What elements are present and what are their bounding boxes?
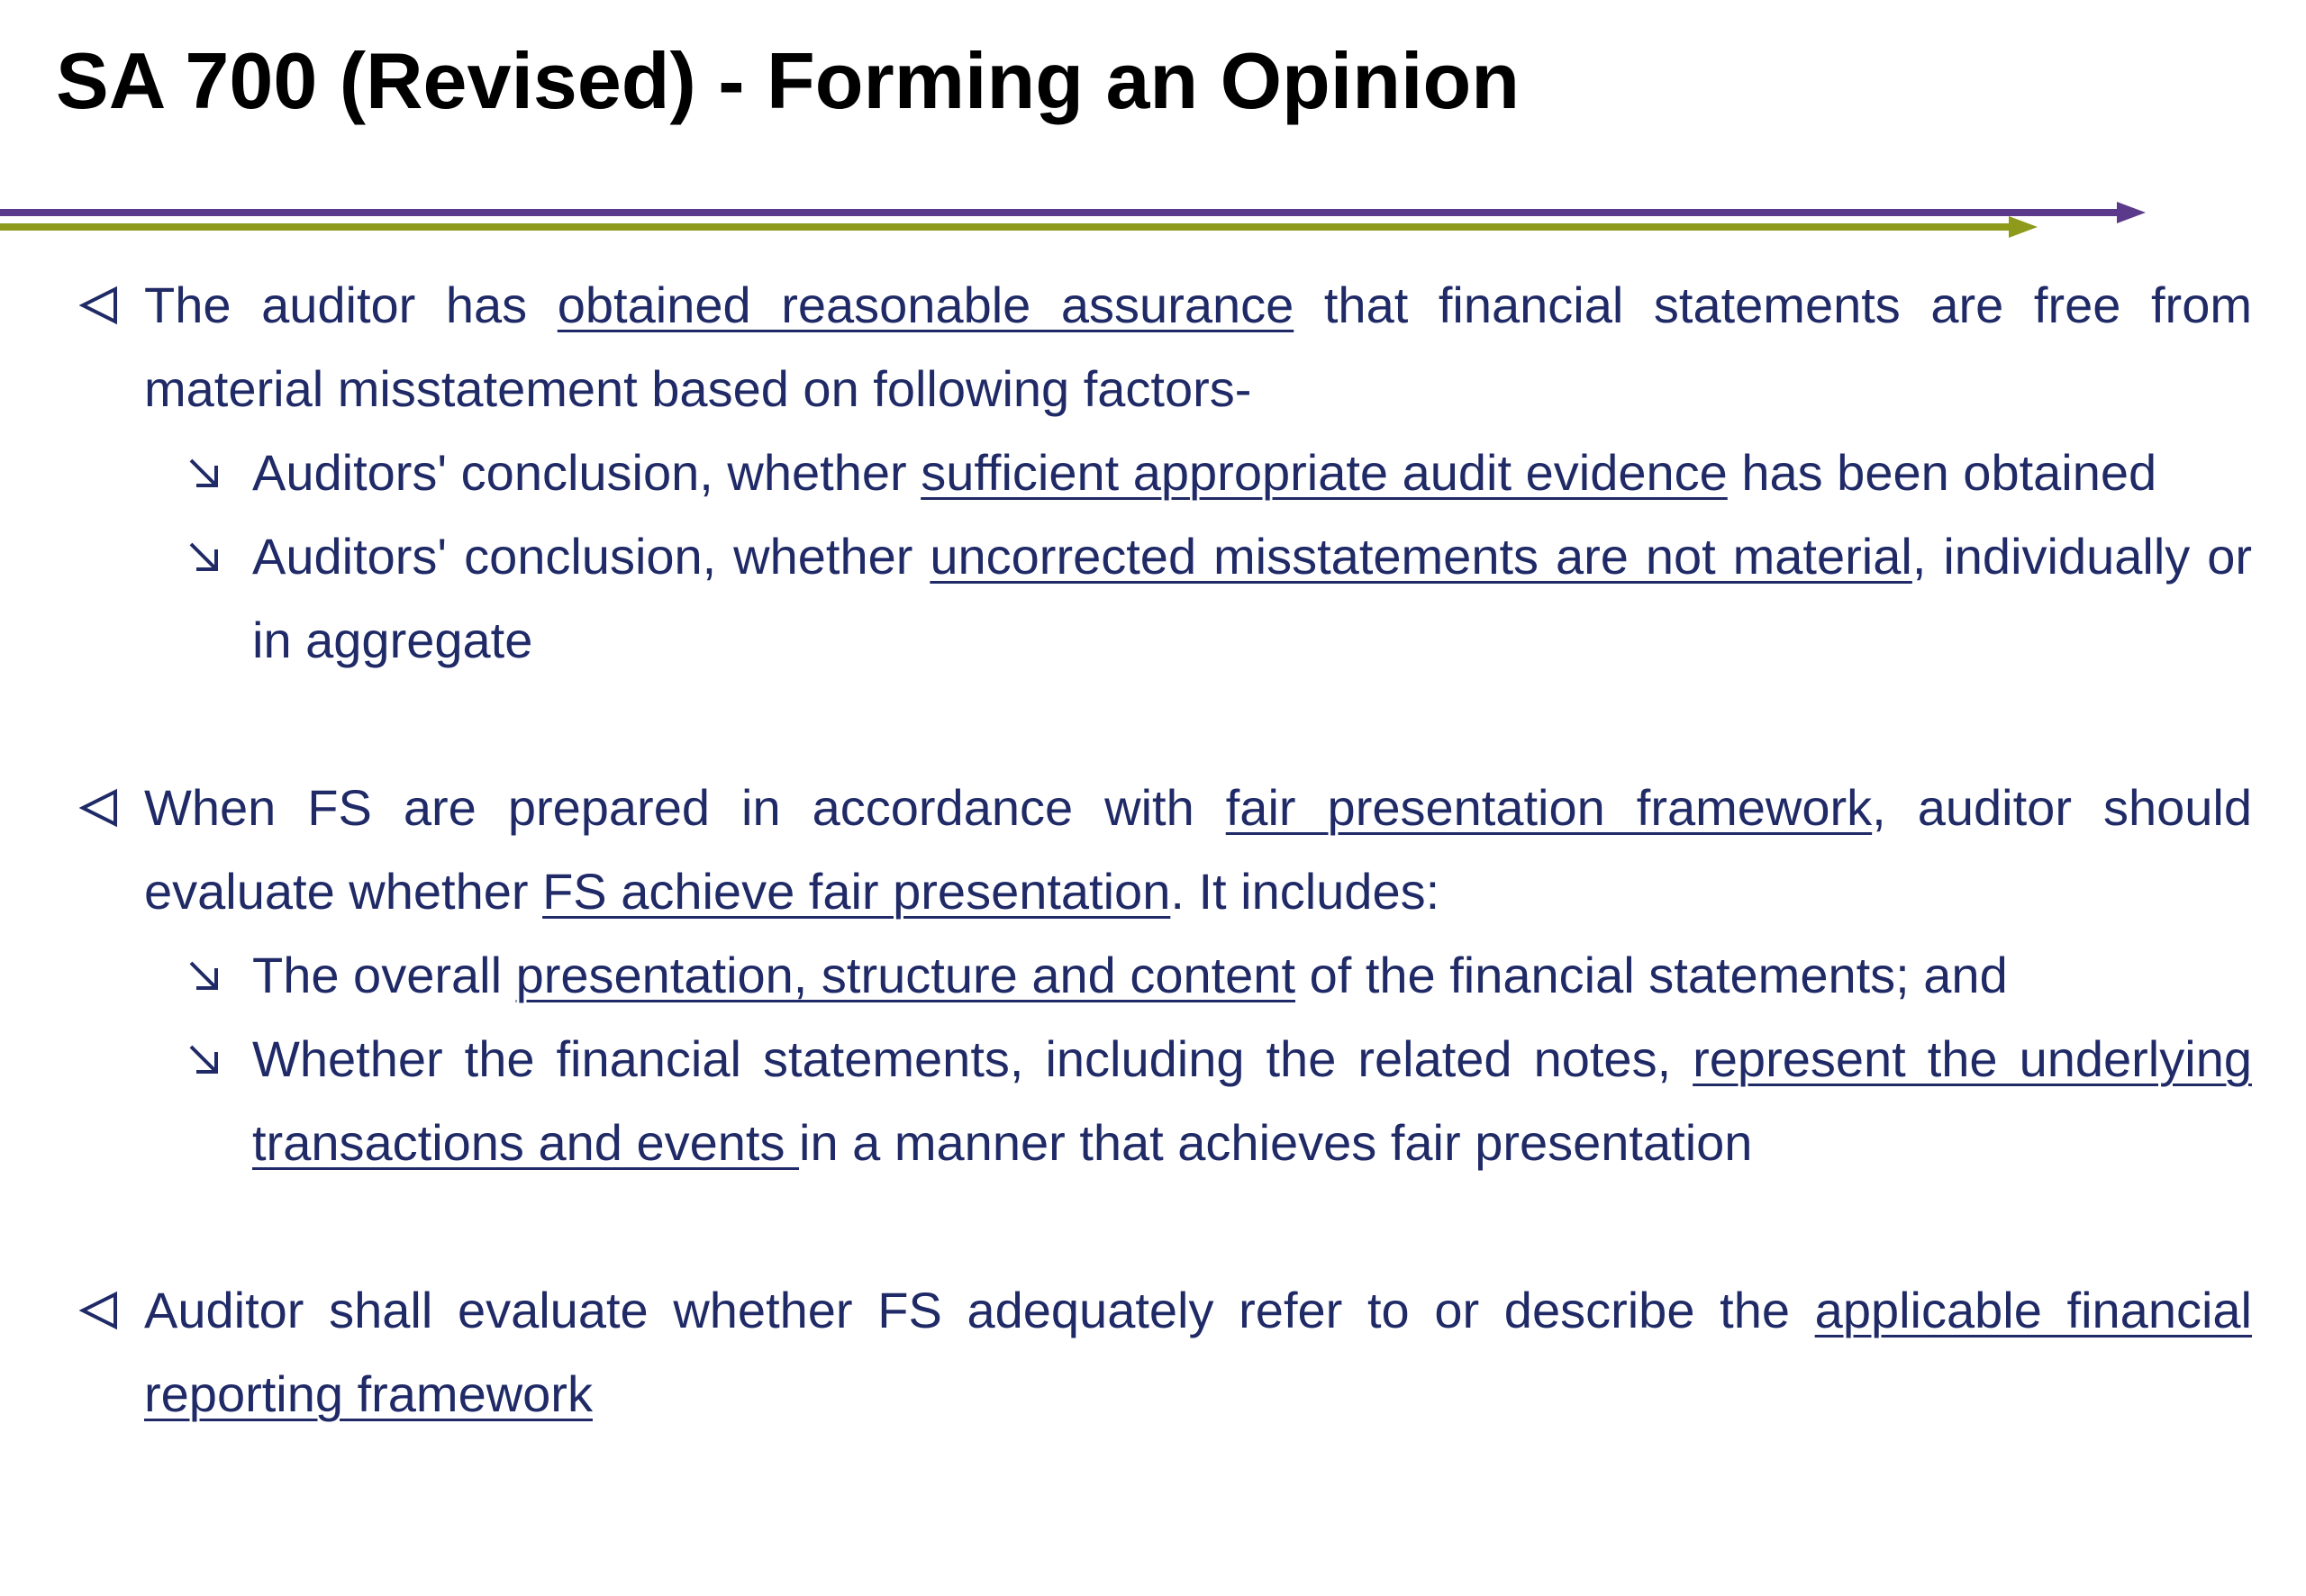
sub-bullet-text: , individually or in aggregate [252, 528, 2253, 668]
arrow-down-right-icon [184, 1017, 229, 1101]
triangle-left-outline-icon [79, 766, 123, 849]
arrow-down-right-icon [184, 514, 229, 598]
spacer [144, 682, 2252, 766]
underlined-term: FS achieve fair presentation [542, 863, 1171, 920]
bullet-fair-presentation [144, 766, 2252, 933]
bullet-text: Auditor shall evaluate whether FS adequately refer to or describe the [144, 1282, 1815, 1338]
underlined-term: fair presentation framework [1225, 779, 1873, 836]
underlined-term: sufficient appropriate audit evidence [921, 444, 1728, 501]
sub-list [144, 933, 2252, 1184]
bullet-text: that financial statements are free from material misstatement based on following factors- [144, 277, 2252, 417]
sub-bullet-text: Auditors' conclusion, whether [252, 528, 931, 585]
underlined-term: uncorrected misstatements are not material [930, 528, 1912, 585]
underlined-term: applicable financial reporting framework [144, 1282, 2252, 1422]
triangle-left-outline-icon [79, 263, 123, 347]
sub-bullet-text: in a manner that achieves fair presentation [799, 1114, 1753, 1171]
arrow-down-right-icon [184, 431, 229, 514]
slide-content [144, 263, 2252, 1436]
header-arrows [0, 195, 2162, 249]
bullet-text: , auditor should evaluate whether [144, 779, 2253, 920]
triangle-left-outline-icon [79, 1268, 123, 1352]
underlined-term: represent the underlying transactions and events [252, 1030, 2252, 1171]
bullet-reasonable-assurance [144, 263, 2252, 431]
sub-bullet-text: The overall [252, 947, 516, 1003]
sub-bullet-text: Whether the financial statements, including the related notes, [252, 1030, 1693, 1087]
sub-list [144, 431, 2252, 682]
sub-bullet-text: Auditors' conclusion, whether [252, 444, 921, 501]
sub-bullet-uncorrected-misstatements [252, 514, 2252, 682]
spacer [144, 1184, 2252, 1268]
sub-bullet-text: of the financial statements; and [1295, 947, 2008, 1003]
sub-bullet-audit-evidence [252, 431, 2252, 514]
underlined-term: presentation, structure and content [515, 947, 1296, 1003]
sub-bullet-overall-presentation [252, 933, 2252, 1017]
underlined-term: obtained reasonable assurance [557, 277, 1294, 333]
purple-arrowhead-icon [2117, 202, 2146, 223]
bullet-text: . It includes: [1170, 863, 1440, 920]
sub-bullet-underlying-transactions [252, 1017, 2252, 1184]
bullet-text: The auditor has [144, 277, 558, 333]
arrow-down-right-icon [184, 933, 229, 1017]
bullet-reporting-framework [144, 1268, 2252, 1436]
sub-bullet-text: has been obtained [1727, 444, 2157, 501]
green-arrowhead-icon [2009, 216, 2038, 238]
slide-title: SA 700 (Revised) - Forming an Opinion [56, 36, 1520, 125]
bullet-text: When FS are prepared in accordance with [144, 779, 1226, 836]
